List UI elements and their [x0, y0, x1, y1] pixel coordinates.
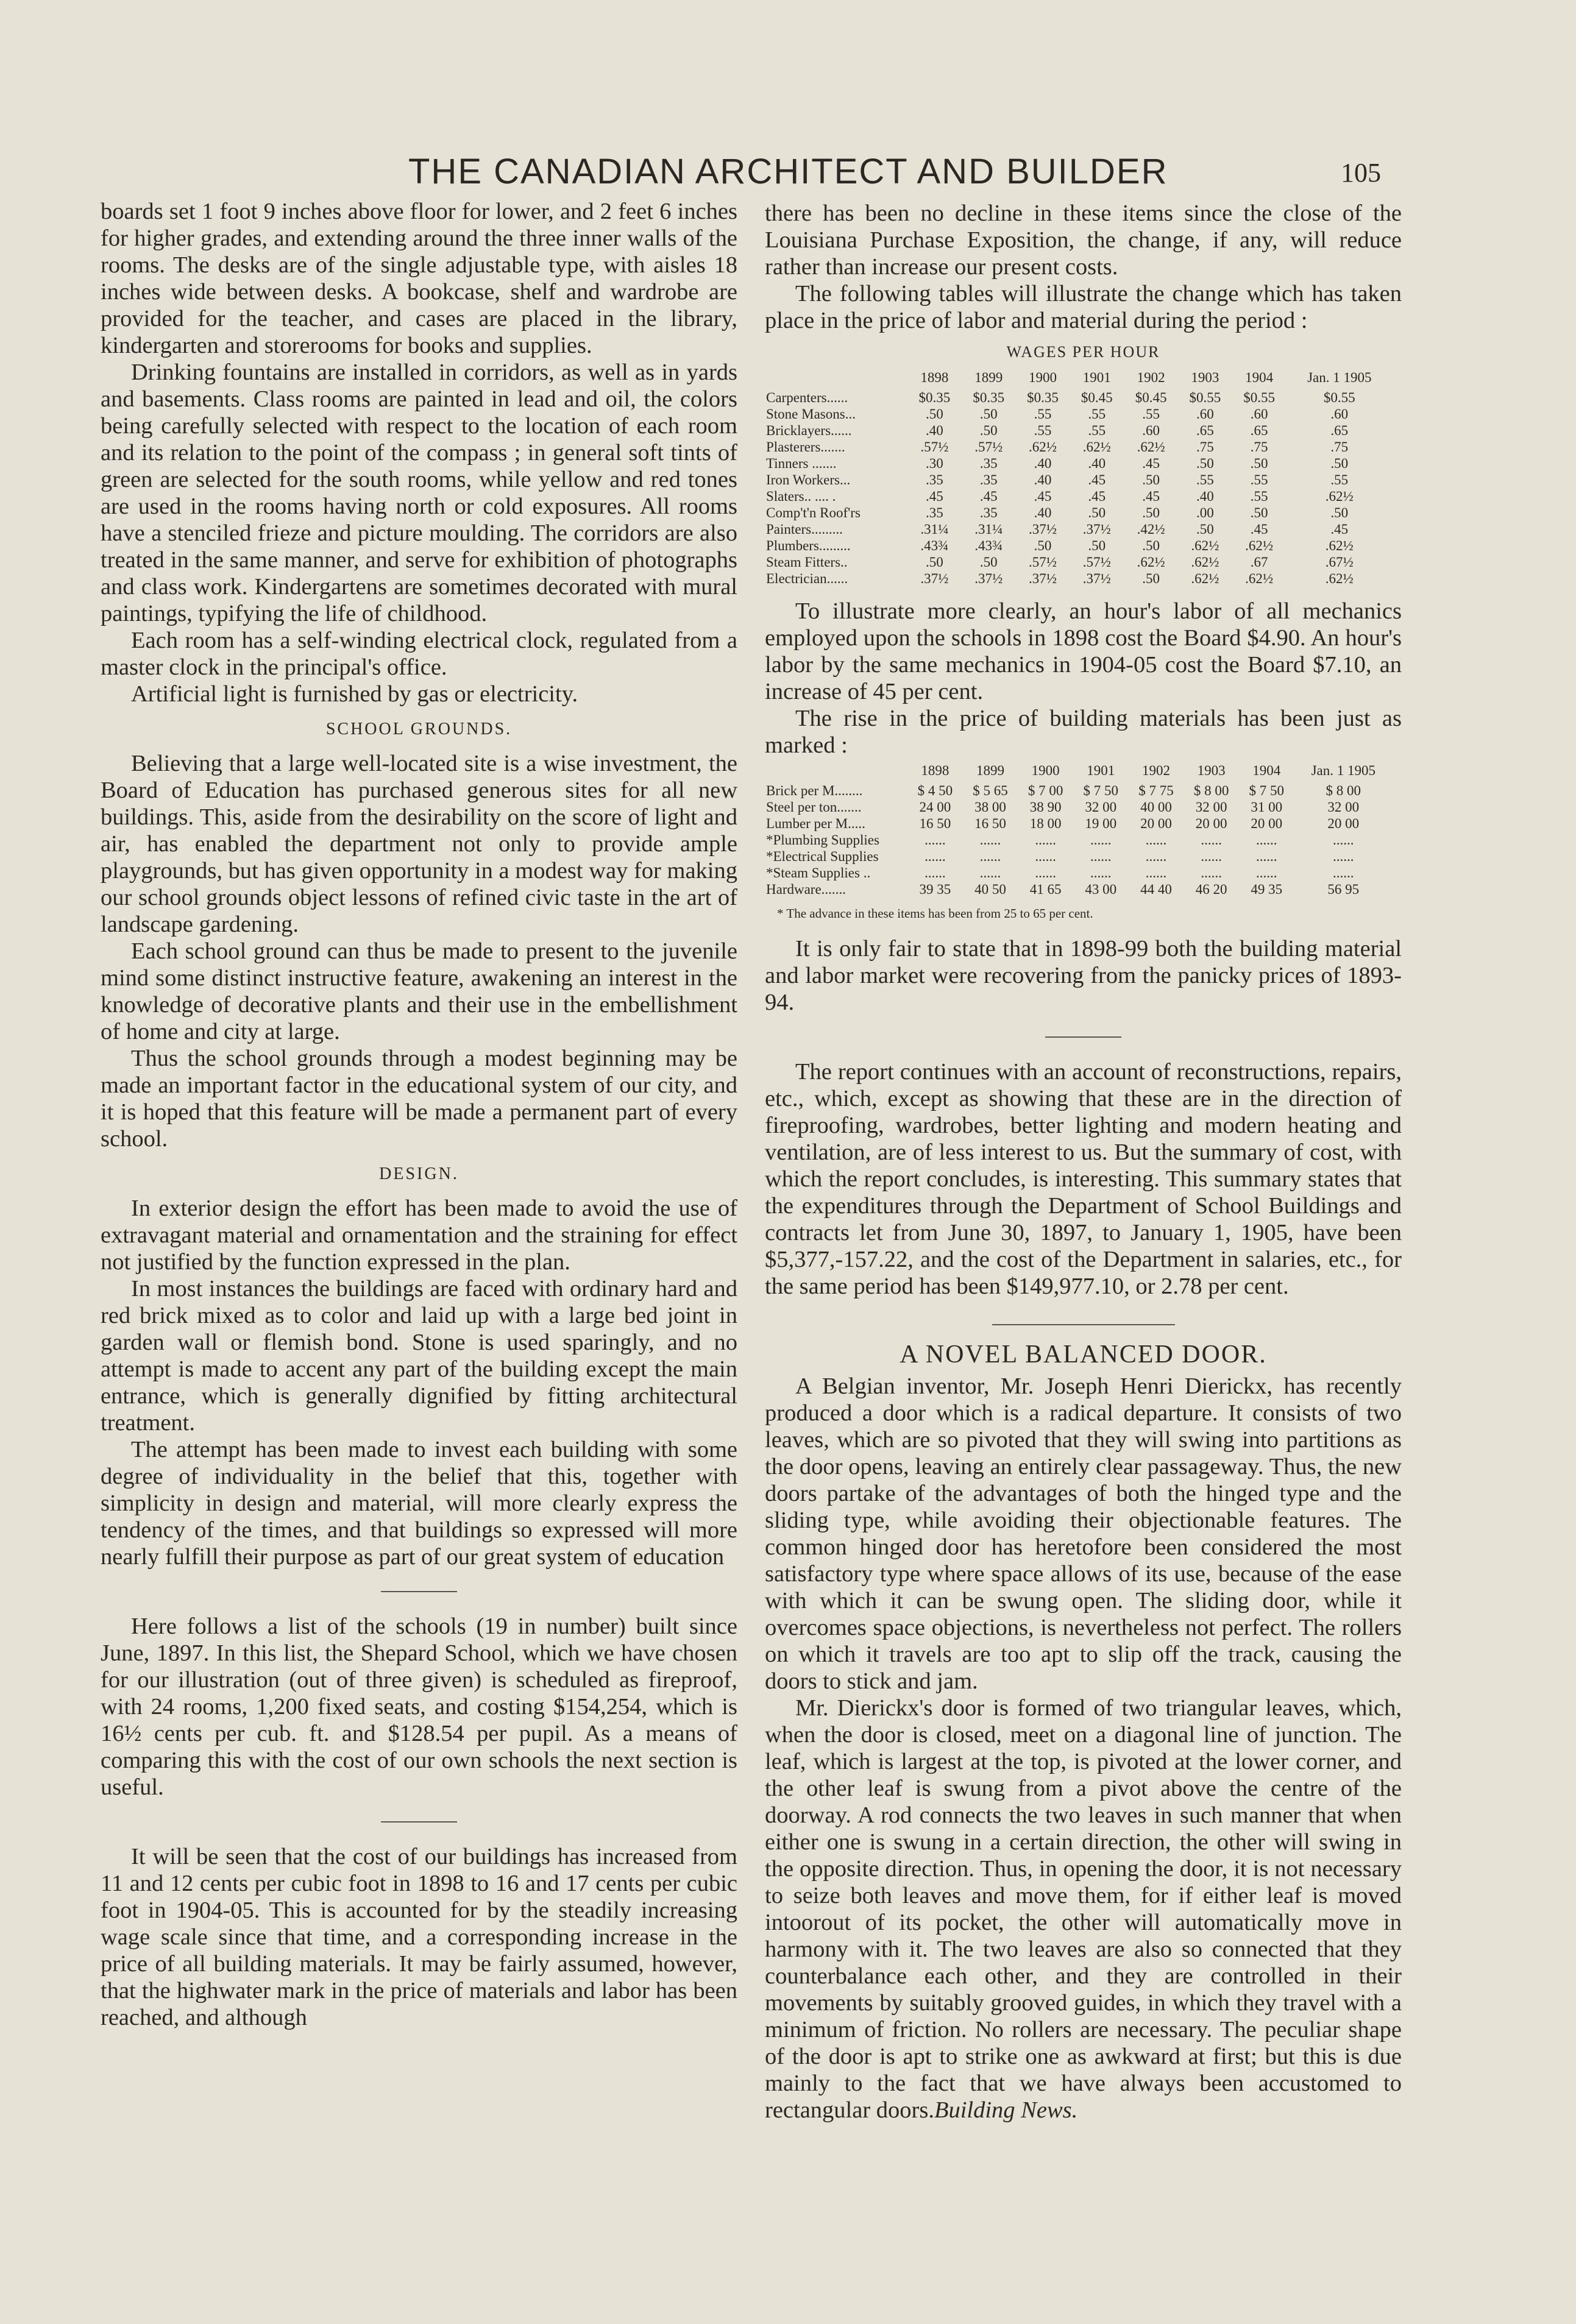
table-cell: .37½ — [920, 571, 949, 586]
table-cell: .50 — [926, 554, 943, 570]
table-row — [765, 537, 1393, 554]
table-cell: .31¼ — [920, 522, 949, 537]
table-cell: 19 00 — [1085, 816, 1117, 831]
materials-table — [765, 762, 1393, 898]
paragraph: there has been no decline in these items since the close of the Louisiana Purchase Exposition, the change, if any, will reduce rather than increase our present costs. — [765, 200, 1402, 280]
divider — [381, 1821, 457, 1823]
table-cell: .45 — [1330, 522, 1349, 537]
table-cell: 32 00 — [1327, 799, 1360, 815]
paragraph — [765, 1695, 1402, 2124]
row-label: Carpenters...... — [766, 390, 848, 405]
table-cell: 20 00 — [1251, 816, 1283, 831]
table-cell: $0.35 — [918, 390, 951, 405]
source-attribution: Building News. — [934, 2097, 1078, 2123]
table-cell: .60 — [1142, 423, 1160, 438]
paragraph: It is only fair to state that in 1898-99 both the building material and labor market were recovering from the panicky prices of 1893-94. — [765, 936, 1402, 1015]
table-cell: .62½ — [1028, 439, 1057, 455]
paragraph: The following tables will illustrate the change which has taken place in the price of labor and material during the period : — [765, 281, 1402, 333]
table-row — [765, 472, 1393, 488]
table-row — [765, 554, 1393, 570]
column-header: 1904 — [1245, 370, 1274, 385]
table-cell: ...... — [1035, 832, 1056, 848]
table-cell: ...... — [1201, 849, 1222, 864]
table-cell: 40 50 — [974, 882, 1006, 897]
table-cell: .30 — [926, 456, 943, 471]
table-cell: .67 — [1250, 554, 1268, 570]
table-cell: 32 00 — [1195, 799, 1227, 815]
row-label: Steam Fitters.. — [766, 554, 848, 570]
table-cell: .45 — [1250, 522, 1268, 537]
table-row — [765, 832, 1393, 848]
table-row — [765, 505, 1393, 521]
table-cell: $ 7 50 — [1249, 783, 1285, 798]
table-cell: .55 — [1330, 472, 1349, 487]
table-cell: .45 — [979, 489, 998, 504]
table-cell: .35 — [979, 456, 998, 471]
table-row — [765, 782, 1393, 799]
table-cell: .37½ — [1028, 522, 1057, 537]
table-cell: .55 — [1088, 406, 1106, 422]
table-row — [765, 439, 1393, 455]
paragraph: The rise in the price of building materials has been just as marked : — [765, 706, 1402, 758]
table-cell: .50 — [1196, 522, 1214, 537]
table-cell: ...... — [1256, 832, 1277, 848]
table-cell: .62½ — [1137, 554, 1165, 570]
table-cell: .50 — [1330, 456, 1349, 471]
table-cell: .50 — [1250, 456, 1268, 471]
paragraph: Here follows a list of the schools (19 in number) built since June, 1897. In this list, the Shepard School, which we have chosen for our illustration (out of three given) is scheduled as fireproof, with 24 rooms, 1,200 fixed seats, and costing $154,254, which is 16½ cents per cub. ft. and $128.54 per pupil. As a means of comparing this with the cost of our own schools the next section is useful. — [101, 1614, 737, 1800]
column-header: 1903 — [1191, 370, 1219, 385]
table-cell: 18 00 — [1029, 816, 1062, 831]
row-label: Lumber per M..... — [766, 816, 865, 831]
table-row — [765, 815, 1393, 832]
divider — [1045, 1036, 1121, 1038]
paragraph: The report continues with an account of reconstructions, repairs, etc., which, except as showing that these are in the direction of fireproofing, wardrobes, better lighting and modern heating and ventilation, are of less interest to us. But the summary of cost, with which the report concludes, is interesting. This summary states that the expenditures through the Department of School Buildings and contracts let from June 30, 1897, to January 1, 1905, have been $5,377,-157.22, and the cost of the Department in salaries, etc., for the same period has been $149,977.10, or 2.78 per cent. — [765, 1059, 1402, 1299]
paragraph: It will be seen that the cost of our buildings has increased from 11 and 12 cents per cubic foot in 1898 to 16 and 17 cents per cubic foot in 1904-05. This is accounted for by the steadily increasing wage scale since that time, and a corresponding increase in the price of all building materials. It may be fairly assumed, however, that the highwater mark in the price of materials and labor has been reached, and although — [101, 1844, 737, 2030]
table-cell: $ 5 65 — [973, 783, 1008, 798]
table-cell: 40 00 — [1140, 799, 1172, 815]
table-cell: .62½ — [1191, 538, 1219, 553]
column-header: 1898 — [921, 763, 950, 778]
table-cell: ...... — [925, 865, 946, 880]
table-cell: $ 7 75 — [1138, 783, 1174, 798]
table-cell: .40 — [1088, 456, 1106, 471]
divider — [381, 1591, 457, 1592]
table-cell: ...... — [1035, 849, 1056, 864]
table-cell: .35 — [979, 472, 998, 487]
paragraph: In exterior design the effort has been made to avoid the use of extravagant material and ornamentation and the straining for effect not justified by the function expressed in the plan. — [101, 1196, 737, 1275]
table-cell: ...... — [1145, 865, 1167, 880]
column-header: 1901 — [1082, 370, 1111, 385]
table-cell: $0.55 — [1243, 390, 1276, 405]
table-cell: .50 — [1142, 505, 1160, 520]
right-column — [765, 200, 1402, 2124]
table-row — [765, 488, 1393, 505]
table-cell: .43¾ — [920, 538, 949, 553]
table-cell: .37½ — [1028, 571, 1057, 586]
paragraph: boards set 1 foot 9 inches above floor for lower, and 2 feet 6 inches for higher grades, and extending around the three inner walls of the rooms. The desks are of the single adjustable type, with aisles 18 inches wide between desks. A bookcase, shelf and wardrobe are provided for the teacher, and cases are placed in the library, kindergarten and storerooms for books and supplies. — [101, 199, 737, 358]
table-cell: $0.55 — [1189, 390, 1221, 405]
table-cell: .62½ — [1191, 571, 1219, 586]
table-cell: .55 — [1088, 423, 1106, 438]
table-cell: .55 — [1142, 406, 1160, 422]
table-cell: .50 — [1034, 538, 1052, 553]
column-header: 1904 — [1252, 763, 1281, 778]
table-cell: $0.55 — [1323, 390, 1355, 405]
table-cell: .50 — [1196, 456, 1214, 471]
table-cell: .55 — [1034, 406, 1052, 422]
table-cell: .67½ — [1325, 554, 1354, 570]
table-cell: 24 00 — [919, 799, 951, 815]
table-cell: .75 — [1250, 439, 1268, 455]
table-cell: $ 8 00 — [1326, 783, 1361, 798]
table-cell: .62½ — [1137, 439, 1165, 455]
paragraph: In most instances the buildings are faced with ordinary hard and red brick mixed as to color and laid up with a large bed joint in garden wall or flemish bond. Stone is used sparingly, and no attempt is made to accent any part of the building except the main entrance, which is generally dignified by fitting architectural treatment. — [101, 1276, 737, 1436]
row-label: *Steam Supplies .. — [766, 865, 871, 880]
row-label: Stone Masons... — [766, 406, 856, 422]
table-footnote: * The advance in these items has been from 25 to 65 per cent. — [777, 906, 1093, 921]
table-cell: .50 — [1142, 538, 1160, 553]
wages-table-caption: WAGES PER HOUR — [1006, 343, 1160, 361]
table-cell: 32 00 — [1085, 799, 1117, 815]
column-header: 1898 — [920, 370, 949, 385]
table-cell: ...... — [1090, 865, 1112, 880]
table-cell: ...... — [1090, 849, 1112, 864]
wages-table — [765, 369, 1393, 587]
row-label: Brick per M........ — [766, 783, 863, 798]
table-cell: .50 — [1088, 538, 1106, 553]
table-header-row — [765, 369, 1393, 389]
table-cell: 31 00 — [1251, 799, 1283, 815]
table-row — [765, 406, 1393, 422]
table-cell: .45 — [1142, 489, 1160, 504]
table-cell: 43 00 — [1085, 882, 1117, 897]
row-label: Hardware....... — [766, 882, 846, 897]
table-cell: .45 — [1034, 489, 1052, 504]
column-header: 1900 — [1028, 370, 1057, 385]
table-cell: 56 95 — [1327, 882, 1360, 897]
table-cell: 38 00 — [974, 799, 1006, 815]
table-cell: .55 — [1250, 472, 1268, 487]
row-label: *Electrical Supplies — [766, 849, 879, 864]
table-cell: .45 — [1088, 489, 1106, 504]
table-cell: ...... — [979, 849, 1001, 864]
table-cell: $ 7 00 — [1028, 783, 1063, 798]
column-header: 1899 — [974, 370, 1003, 385]
table-cell: .42½ — [1137, 522, 1165, 537]
table-cell: ...... — [979, 865, 1001, 880]
table-cell: .45 — [926, 489, 943, 504]
table-cell: .55 — [1034, 423, 1052, 438]
table-cell: $ 4 50 — [917, 783, 953, 798]
table-cell: .55 — [1196, 472, 1214, 487]
table-cell: .75 — [1330, 439, 1349, 455]
table-cell: ...... — [1035, 865, 1056, 880]
table-cell: 20 00 — [1195, 816, 1227, 831]
table-cell: .60 — [1250, 406, 1268, 422]
materials-table-body — [765, 782, 1393, 898]
row-label: Iron Workers... — [766, 472, 851, 487]
row-label: Painters......... — [766, 522, 843, 537]
paragraph-text: Mr. Dierickx's door is formed of two triangular leaves, which, when the door is closed, meet on a diagonal line of junction. The leaf, which is largest at the top, is pivoted at the lower corner, and the other leaf is swung from a pivot above the centre of the doorway. A rod connects the two leaves in such manner that when either one is swung in a certain direction, the other will swing in the opposite direction. Thus, in opening the door, it is not necessary to seize both leaves and move them, for if either leaf is moved intoorout of its pocket, the other will automatically move in harmony with it. The two leaves are also so connected that they counterbalance each other, and they are controlled in their movements by suitably grooved guides, in which they travel with a minimum of friction. No rollers are necessary. The peculiar shape of the door is apt to strike one as awkward at first; but this is due mainly to the fact that we have always been accustomed to rectangular doors. — [765, 1695, 1402, 2123]
table-cell: .45 — [1088, 472, 1106, 487]
table-cell: .40 — [1196, 489, 1214, 504]
table-row — [765, 570, 1393, 587]
row-label: Plasterers....... — [766, 439, 845, 455]
table-cell: .35 — [979, 505, 998, 520]
table-cell: ...... — [1333, 849, 1354, 864]
left-column — [101, 198, 737, 2031]
table-cell: ...... — [1256, 865, 1277, 880]
table-row — [765, 848, 1393, 865]
table-cell: .35 — [926, 505, 943, 520]
table-cell: $0.35 — [973, 390, 1005, 405]
table-cell: .62½ — [1325, 571, 1354, 586]
table-cell: ...... — [1090, 832, 1112, 848]
table-cell: .62½ — [1245, 571, 1274, 586]
column-header — [765, 762, 907, 782]
table-cell: 39 35 — [919, 882, 951, 897]
table-cell: .50 — [1330, 505, 1349, 520]
table-cell: $ 8 00 — [1193, 783, 1229, 798]
column-header: Jan. 1 1905 — [1311, 763, 1375, 778]
paragraph: A Belgian inventor, Mr. Joseph Henri Dierickx, has recently produced a door which is a radical departure. It consists of two leaves, which are so pivoted that they will swing into partitions as the door opens, leaving an entirely clear passageway. Thus, the new doors partake of the advantages of both the hinged type and the sliding type, while avoiding their objectionable features. The common hinged door has heretofore been considered the most satisfactory type where space allows of its use, because of the ease with which it can be swung open. The sliding door, while it overcomes space objections, is nevertheless not perfect. The rollers on which it travels are too apt to slip off the track, causing the doors to stick and jam. — [765, 1373, 1402, 1694]
table-cell: ...... — [1201, 865, 1222, 880]
table-cell: .37½ — [1082, 522, 1111, 537]
table-cell: ...... — [1201, 832, 1222, 848]
table-row — [765, 865, 1393, 881]
table-cell: .40 — [1034, 505, 1052, 520]
table-cell: .50 — [926, 406, 943, 422]
table-row — [765, 521, 1393, 537]
paragraph: Drinking fountains are installed in corridors, as well as in yards and basements. Class rooms are painted in lead and oil, the colors being carefully selected with respect to the location of each room and its relation to the point of the compass ; in general soft tints of green are selected for the south rooms, while yellow and red tones are used in the rooms having north or cold exposures. All rooms have a stenciled frieze and picture moulding. The corridors are also treated in the same manner, and serve for exhibition of photographs and class work. Kindergartens are sometimes decorated with mural paintings, typifying the life of childhood. — [101, 360, 737, 626]
table-cell: .37½ — [974, 571, 1003, 586]
column-header: Jan. 1 1905 — [1307, 370, 1372, 385]
row-label: Slaters.. .... . — [766, 489, 836, 504]
table-row — [765, 799, 1393, 815]
table-cell: .50 — [1088, 505, 1106, 520]
table-cell: 46 20 — [1195, 882, 1227, 897]
table-cell: .65 — [1250, 423, 1268, 438]
paragraph: Each school ground can thus be made to present to the juvenile mind some distinct instructive feature, awakening an interest in the knowledge of decorative plants and their use in the embellishment of home and city at large. — [101, 938, 737, 1044]
column-header — [765, 369, 907, 389]
column-header: 1903 — [1197, 763, 1226, 778]
table-cell: .50 — [1142, 472, 1160, 487]
column-header: 1902 — [1137, 370, 1165, 385]
table-cell: 44 40 — [1140, 882, 1172, 897]
table-row — [765, 881, 1393, 898]
row-label: Comp't'n Roof'rs — [766, 505, 861, 520]
paragraph: Each room has a self-winding electrical clock, regulated from a master clock in the principal's office. — [101, 628, 737, 680]
column-header: 1900 — [1031, 763, 1060, 778]
table-cell: .57½ — [974, 439, 1003, 455]
table-cell: .65 — [1330, 423, 1349, 438]
table-cell: .37½ — [1082, 571, 1111, 586]
table-cell: .75 — [1196, 439, 1214, 455]
table-cell: .65 — [1196, 423, 1214, 438]
table-cell: ...... — [1145, 832, 1167, 848]
table-cell: .50 — [979, 554, 998, 570]
table-cell: .60 — [1196, 406, 1214, 422]
table-cell: ...... — [1333, 832, 1354, 848]
column-header: 1901 — [1087, 763, 1115, 778]
table-cell: .50 — [1250, 505, 1268, 520]
table-cell: .40 — [926, 423, 943, 438]
table-cell: .62½ — [1325, 489, 1354, 504]
section-heading-school-grounds: SCHOOL GROUNDS. — [325, 720, 513, 739]
table-row — [765, 422, 1393, 439]
table-cell: .45 — [1142, 456, 1160, 471]
table-cell: ...... — [925, 849, 946, 864]
paragraph: Artificial light is furnished by gas or electricity. — [131, 681, 578, 707]
column-header: 1902 — [1141, 763, 1170, 778]
table-cell: .35 — [926, 472, 943, 487]
paragraph: Believing that a large well-located site is a wise investment, the Board of Education has purchased generous sites for all new buildings. This, aside from the desirability on the score of light and air, has enabled the department not only to provide ample playgrounds, but has given opportunity in a modest way for making our school grounds object lessons of refined civic taste in the art of landscape gardening. — [101, 751, 737, 937]
table-cell: .40 — [1034, 472, 1052, 487]
table-cell: $0.45 — [1135, 390, 1167, 405]
row-label: Steel per ton....... — [766, 799, 862, 815]
table-cell: ...... — [979, 832, 1001, 848]
table-cell: 16 50 — [919, 816, 951, 831]
table-cell: .31¼ — [974, 522, 1003, 537]
table-cell: $0.45 — [1081, 390, 1113, 405]
row-label: *Plumbing Supplies — [766, 832, 879, 848]
table-cell: .62½ — [1191, 554, 1219, 570]
table-cell: $ 7 50 — [1083, 783, 1119, 798]
table-cell: .57½ — [1082, 554, 1111, 570]
table-cell: .00 — [1196, 505, 1214, 520]
table-cell: ...... — [1256, 849, 1277, 864]
table-cell: .57½ — [1028, 554, 1057, 570]
table-cell: .62½ — [1325, 538, 1354, 553]
row-label: Plumbers......... — [766, 538, 851, 553]
divider — [992, 1324, 1175, 1325]
table-row — [765, 455, 1393, 472]
table-header-row — [765, 762, 1393, 782]
table-cell: ...... — [1333, 865, 1354, 880]
table-cell: .50 — [1142, 571, 1160, 586]
table-cell: $0.35 — [1027, 390, 1059, 405]
paragraph: To illustrate more clearly, an hour's labor of all mechanics employed upon the schools in 1898 cost the Board $4.90. An hour's labor by the same mechanics in 1904-05 cost the Board $7.10, an increase of 45 per cent. — [765, 598, 1402, 704]
table-cell: .60 — [1330, 406, 1349, 422]
paragraph: The attempt has been made to invest each building with some degree of individuality in the belief that this, together with simplicity in design and material, will more clearly express the tendency of the times, and that buildings so expressed will more nearly fulfill their purpose as part of our great system of education — [101, 1437, 737, 1570]
table-cell: 16 50 — [974, 816, 1006, 831]
table-cell: 49 35 — [1251, 882, 1283, 897]
paragraph: Thus the school grounds through a modest beginning may be made an important factor in the educational system of our city, and it is hoped that this feature will be made a permanent part of every school. — [101, 1046, 737, 1152]
table-cell: 41 65 — [1029, 882, 1062, 897]
table-cell: .43¾ — [974, 538, 1003, 553]
table-cell: 38 90 — [1029, 799, 1062, 815]
table-cell: .55 — [1250, 489, 1268, 504]
table-cell: ...... — [925, 832, 946, 848]
table-cell: .50 — [979, 406, 998, 422]
page-title: THE CANADIAN ARCHITECT AND BUILDER — [408, 152, 1168, 191]
table-cell: .57½ — [920, 439, 949, 455]
table-row — [765, 389, 1393, 406]
page-number: 105 — [1341, 158, 1381, 188]
row-label: Bricklayers...... — [766, 423, 852, 438]
table-cell: ...... — [1145, 849, 1167, 864]
article-title: A NOVEL BALANCED DOOR. — [900, 1341, 1267, 1369]
table-cell: .62½ — [1082, 439, 1111, 455]
wages-table-body — [765, 389, 1393, 587]
table-cell: 20 00 — [1140, 816, 1172, 831]
row-label: Electrician...... — [766, 571, 848, 586]
table-cell: 20 00 — [1327, 816, 1360, 831]
table-cell: .62½ — [1245, 538, 1274, 553]
table-cell: .50 — [979, 423, 998, 438]
section-heading-design: DESIGN. — [379, 1164, 459, 1183]
column-header: 1899 — [976, 763, 1004, 778]
row-label: Tinners ....... — [766, 456, 837, 471]
table-cell: .40 — [1034, 456, 1052, 471]
